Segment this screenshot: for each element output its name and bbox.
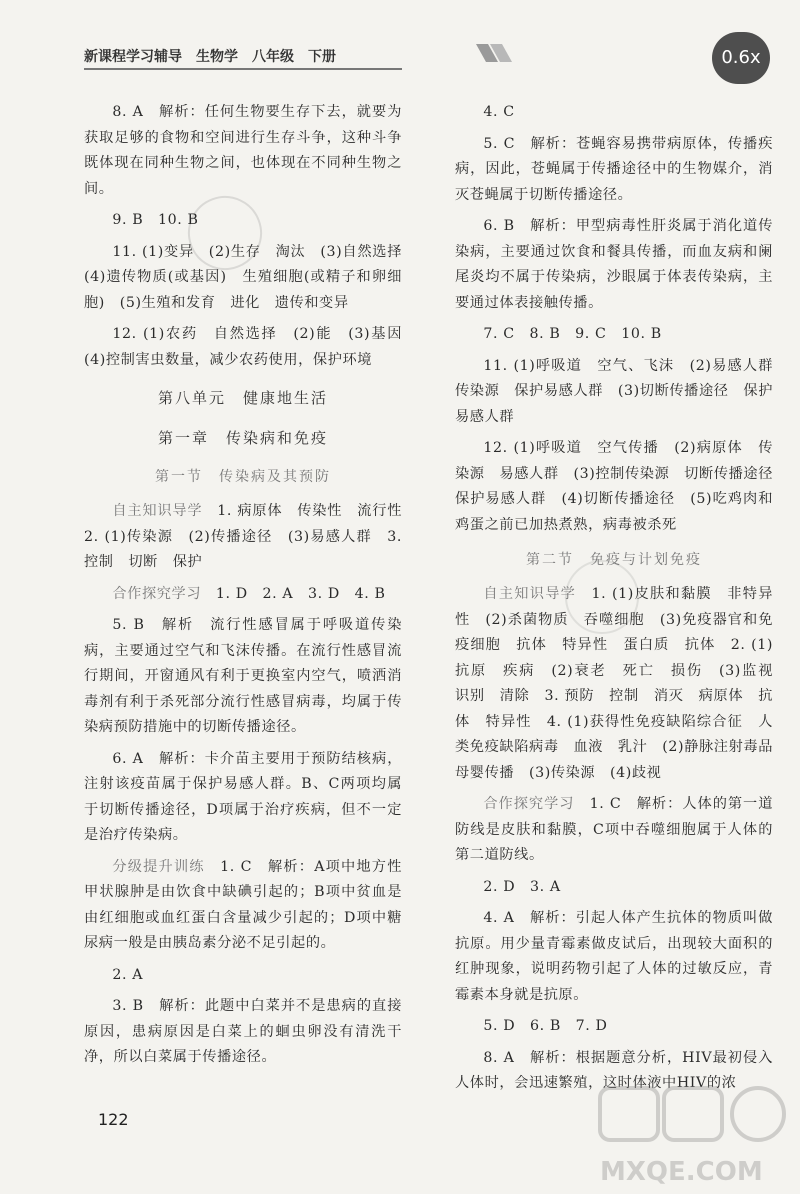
- watermark-logo-icon: [590, 1080, 790, 1190]
- left-column: [84, 100, 417, 1077]
- answer-text: 1. D 2. A 3. D 4. B: [201, 585, 386, 602]
- answer-paragraph: 6. B 解析：甲型病毒性肝炎属于消化道传染病，主要通过饮食和餐具传播，而血友病和阑尾炎均不属于传染病，沙眼属于体表传染病，主要通过体表接触传播。: [455, 218, 773, 311]
- answer-paragraph: 5. B 解析 流行性感冒属于呼吸道传染病，主要通过空气和飞沫传播。在流行性感冒流行期间，开窗通风有利于更换室内空气，喷洒消毒剂有利于杀死部分流行性感冒病毒，均属于传染病预防措施中的切断传播途径。: [84, 617, 402, 735]
- answer-paragraph: 2. A: [112, 966, 144, 983]
- answer-paragraph: 2. D 3. A: [483, 878, 561, 895]
- section-tag: 分级提升训练: [112, 858, 205, 875]
- answer-text: 1. (1)皮肤和黏膜 非特异性 (2)杀菌物质 吞噬细胞 (3)免疫器官和免疫细胞 抗体 特异性 蛋白质 抗体 2. (1)抗原 疾病 (2)衰老 死亡 损伤 (3)监视 识别 清除 3. 预防 控制 消灭 病原体 抗体 特异性 4. (1)获得性免疫缺陷综合征 人类免疫缺陷病毒 血液 乳汁 (2)静脉注射毒品 母婴传播 (3)传染源 (4)歧视: [455, 586, 788, 781]
- unit-heading: 第八单元 健康地生活: [157, 389, 328, 407]
- answer-paragraph: 11. (1)变异 (2)生存 淘汰 (3)自然选择 (4)遗传物质(或基因) 生殖细胞(或精子和卵细胞) (5)生殖和发育 进化 遗传和变异: [84, 243, 417, 311]
- page-header: [84, 38, 724, 66]
- answer-paragraph: 9. B 10. B: [112, 212, 199, 228]
- chapter-heading: 第一章 传染病和免疫: [157, 429, 328, 447]
- page-number: 122: [98, 1110, 129, 1129]
- header-decoration-icon: [476, 42, 520, 64]
- answer-paragraph: [84, 855, 402, 957]
- answer-paragraph: [455, 792, 773, 869]
- section-tag: 自主知识导学: [483, 586, 577, 602]
- answer-text: 1. C 解析：人体的第一道防线是皮肤和黏膜，C项中吞噬细胞属于人体的第二道防线。: [455, 796, 773, 863]
- section-tag: 自主知识导学: [112, 503, 203, 519]
- header-underline: [84, 68, 402, 70]
- zoom-level-badge[interactable]: 0.6x: [712, 32, 770, 84]
- answer-text: 1. C 解析：A项中地方性甲状腺肿是由饮食中缺碘引起的；B项中贫血是由红细胞或血红蛋白含量减少引起的；D项中糖尿病一般是由胰岛素分泌不足引起的。: [84, 858, 402, 951]
- answer-paragraph: 12. (1)呼吸道 空气传播 (2)病原体 传染源 易感人群 (3)控制传染源 切断传播途径 保护易感人群 (4)切断传播途径 (5)吃鸡肉和鸡蛋之前已加热煮熟，病毒被杀死: [455, 440, 788, 533]
- answer-paragraph: [455, 582, 788, 786]
- watermark-text: MXQE.COM: [600, 1157, 763, 1187]
- answer-paragraph: 8. A 解析：根据题意分析，HIV最初侵入人体时，会迅速繁殖，这时体液中HIV的浓: [455, 1049, 773, 1091]
- answer-paragraph: 5. C 解析：苍蝇容易携带病原体，传播疾病，因此，苍蝇属于传播途径中的生物媒介，消灭苍蝇属于切断传播途径。: [455, 135, 773, 203]
- section-heading: 第二节 免疫与计划免疫: [526, 552, 702, 568]
- header-title: 新课程学习辅导 生物学 八年级 下册: [84, 49, 336, 65]
- answer-paragraph: 12. (1)农药 自然选择 (2)能 (3)基因 (4)控制害虫数量，减少农药使用，保护环境: [84, 326, 417, 368]
- answer-paragraph: [84, 499, 417, 576]
- right-column: [455, 100, 788, 1103]
- answer-paragraph: 4. A 解析：引起人体产生抗体的物质叫做抗原。用少量青霉素做皮试后，出现较大面积的红肿现象，说明药物引起了人体的过敏反应，青霉素本身就是抗原。: [455, 910, 773, 1003]
- answer-paragraph: 7. C 8. B 9. C 10. B: [483, 326, 662, 342]
- answer-text: 1. 病原体 传染性 流行性 2. (1)传染源 (2)传播途径 (3)易感人群 3. 控制 切断 保护: [84, 503, 417, 570]
- answer-paragraph: [84, 582, 402, 608]
- answer-paragraph: 11. (1)呼吸道 空气、飞沫 (2)易感人群 传染源 保护易感人群 (3)切断传播途径 保护易感人群: [455, 357, 788, 425]
- answer-paragraph: 5. D 6. B 7. D: [483, 1018, 608, 1034]
- section-tag: 合作探究学习: [112, 585, 202, 602]
- section-heading: 第一节 传染病及其预防: [155, 469, 331, 485]
- section-tag: 合作探究学习: [483, 796, 575, 812]
- answer-paragraph: 3. B 解析：此题中白菜并不是患病的直接原因，患病原因是白菜上的蛔虫卵没有清洗干净，所以白菜属于传播途径。: [84, 998, 402, 1065]
- answer-paragraph: 4. C: [483, 104, 515, 120]
- answer-paragraph: 8. A 解析：任何生物要生存下去，就要为获取足够的食物和空间进行生存斗争，这种斗争既体现在同种生物之间，也体现在不同种生物之间。: [84, 104, 402, 197]
- answer-paragraph: 6. A 解析：卡介苗主要用于预防结核病，注射该疫苗属于保护易感人群。B、C两项均属于切断传播途径，D项属于治疗疾病，但不一定是治疗传染病。: [84, 750, 402, 843]
